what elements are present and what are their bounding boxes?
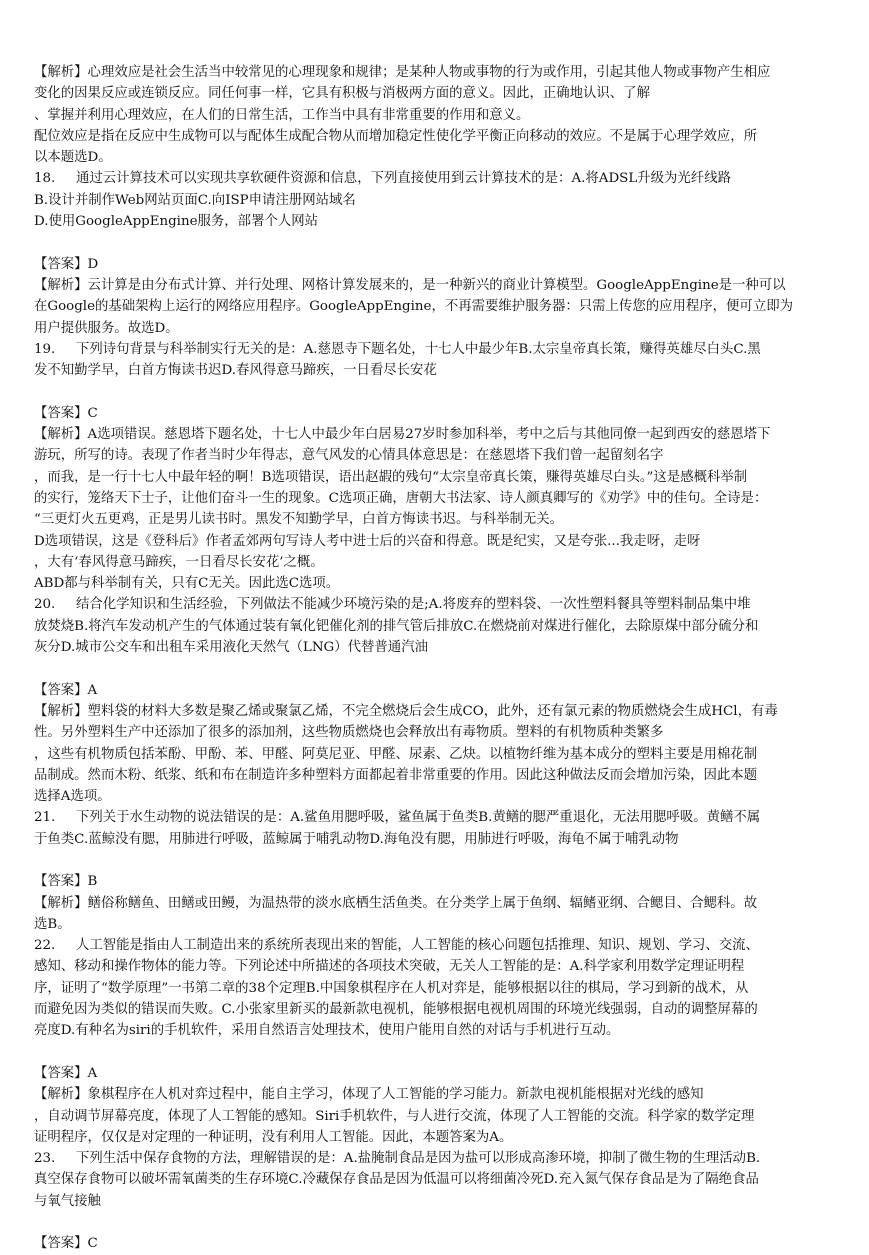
text-line: 的实行，笼络天下士子，让他们奋斗一生的现象。C选项正确，唐朝大书法家、诗人颜真卿写的《劝学》中的佳句。全诗是：	[34, 490, 768, 506]
text-line: B.设计并制作Web网站页面C.向ISP申请注册网站域名	[34, 192, 356, 208]
question-line	[34, 168, 847, 189]
question-line	[34, 339, 847, 360]
text-line: 【答案】B	[34, 874, 98, 890]
text-line: 【答案】A	[34, 1065, 98, 1081]
text-line: D选项错误，这是《登科后》作者孟郊两句写诗人考中进士后的兴奋和得意。既是纪实，又是夸张...我走呀，走呀	[34, 533, 701, 549]
text-line: 真空保存食物可以破坏需氧菌类的生存环境C.冷藏保存食品是因为低温可以将细菌冷死D.充入氮气保存食品是为了隔绝食品	[34, 1172, 759, 1188]
text-line: 性。另外塑料生产中还添加了很多的添加剂，这些物质燃烧也会释放出有毒物质。塑料的有机物质种类繁多	[34, 725, 664, 741]
text-line: ，自动调节屏幕亮度，体现了人工智能的感知。Siri手机软件，与人进行交流，体现了人工智能的交流。科学家的数学定理	[34, 1108, 755, 1124]
text-line: 【答案】A	[34, 682, 98, 698]
text-line: 用户提供服务。故选D。	[34, 320, 179, 336]
blank-line	[34, 1042, 847, 1063]
question-number: 19.	[34, 341, 56, 357]
text-line: 选择A选项。	[34, 789, 111, 805]
blank-line	[34, 1212, 847, 1233]
text-line: 【解析】云计算是由分布式计算、并行处理、网格计算发展来的，是一种新兴的商业计算模型。GoogleAppEngine是一种可以	[34, 277, 786, 293]
question-line	[34, 935, 847, 956]
blank-line	[34, 232, 847, 253]
blank-line	[34, 381, 847, 402]
question-number: 23.	[34, 1151, 56, 1167]
text-line: 在Google的基础架构上运行的网络应用程序。GoogleAppEngine，不再需要维护服务器：只需上传您的应用程序，便可立即为	[34, 299, 793, 315]
text-line: 【答案】D	[34, 256, 99, 272]
text-line: ，这些有机物质包括苯酚、甲酚、苯、甲醛、阿莫尼亚、甲醛、尿素、乙炔。以植物纤维为基本成分的塑料主要是用棉花制	[34, 746, 758, 762]
text-line: 以本题选D。	[34, 150, 112, 166]
question-text: 人工智能是指由人工制造出来的系统所表现出来的智能，人工智能的核心问题包括推理、知识、规划、学习、交流、	[76, 938, 759, 954]
question-number: 18.	[34, 171, 56, 187]
text-line: 灰分D.城市公交车和出租车采用液化天然气（LNG）代替普通汽油	[34, 640, 428, 656]
text-line: 、掌握并利用心理效应，在人们的日常生活，工作当中具有非常重要的作用和意义。	[34, 107, 530, 123]
question-line	[34, 807, 847, 828]
question-number: 21.	[34, 810, 56, 826]
text-line: 而避免因为类似的错误而失败。C.小张家里新买的最新款电视机，能够根据电视机周围的环境光线强弱，自动的调整屏幕的	[34, 1002, 758, 1018]
text-line: 游玩，所写的诗。表现了作者当时少年得志，意气风发的心情具体意思是：在慈恩塔下我们曾一起留刻名字	[34, 448, 664, 464]
text-line: 感知、移动和操作物体的能力等。下列论述中所描述的各项技术突破，无关人工智能的是：A.科学家利用数学定理证明程	[34, 959, 745, 975]
question-number: 20.	[34, 597, 56, 613]
question-text: 下列生活中保存食物的方法，理解错误的是：A.盐腌制食品是因为盐可以形成高渗环境，抑制了微生物的生理活动B.	[76, 1151, 761, 1167]
text-line: 变化的因果反应或连锁反应。同任何事一样，它具有积极与消极两方面的意义。因此，正确地认识、了解	[34, 86, 650, 102]
text-line: 序，证明了“数学原理”一书第二章的38个定理B.中国象棋程序在人机对弈是，能够根据以往的棋局，学习到新的战术，从	[34, 980, 749, 996]
text-line: 发不知勤学早，白首方悔读书迟D.春风得意马蹄疾，一日看尽长安花	[34, 363, 437, 379]
blank-line	[34, 850, 847, 871]
blank-line	[34, 658, 847, 679]
question-text: 下列诗句背景与科举制实行无关的是：A.慈恩寺下题名处，十七人中最少年B.太宗皇帝真长策，赚得英雄尽白头C.黑	[76, 341, 761, 357]
text-line: ，大有‘春风得意马蹄疾，一日看尽长安花’之概。	[34, 554, 324, 570]
text-line: 【解析】象棋程序在人机对弈过程中，能自主学习，体现了人工智能的学习能力。新款电视机能根据对光线的感知	[34, 1087, 704, 1103]
text-line: 【答案】C	[34, 1236, 98, 1252]
text-line: 亮度D.有种名为siri的手机软件，采用自然语言处理技术，使用户能用自然的对话与手机进行互动。	[34, 1023, 620, 1039]
text-line: 【答案】C	[34, 405, 98, 421]
question-text: 下列关于水生动物的说法错误的是：A.鲨鱼用腮呼吸，鲨鱼属于鱼类B.黄鳝的腮严重退化，无法用腮呼吸。黄鳝不属	[76, 810, 761, 826]
text-line: 【解析】塑料袋的材料大多数是聚乙烯或聚氯乙烯，不完全燃烧后会生成CO，此外，还有氯元素的物质燃烧会生成HCl，有毒	[34, 703, 778, 719]
text-line: 【解析】心理效应是社会生活当中较常见的心理现象和规律；是某种人物或事物的行为或作用，引起其他人物或事物产生相应	[34, 65, 771, 80]
question-line	[34, 594, 847, 615]
question-text: 通过云计算技术可以实现共享软硬件资源和信息，下列直接使用到云计算技术的是：A.将ADSL升级为光纤线路	[76, 171, 731, 187]
text-line: 配位效应是指在反应中生成物可以与配体生成配合物从而增加稳定性使化学平衡正向移动的效应。不是属于心理学效应，所	[34, 128, 758, 144]
text-line: 选B。	[34, 916, 71, 932]
question-line	[34, 1148, 847, 1169]
text-line: D.使用GoogleAppEngine服务，部署个人网站	[34, 214, 319, 230]
text-line: 于鱼类C.蓝鲸没有腮，用肺进行呼吸，蓝鲸属于哺乳动物D.海龟没有腮，用肺进行呼吸，海龟不属于哺乳动物	[34, 831, 679, 847]
text-line: 【解析】鳝俗称鳝鱼、田鳝或田鳗，为温热带的淡水底栖生活鱼类。在分类学上属于鱼纲、辐鳍亚纲、合鳃目、合鳃科。故	[34, 895, 758, 911]
text-line: 【解析】A选项错误。慈恩塔下题名处，十七人中最少年白居易27岁时参加科举，考中之后与其他同僚一起到西安的慈恩塔下	[34, 427, 771, 443]
text-line: 品制成。然而木粉、纸浆、纸和布在制造许多种塑料方面都起着非常重要的作用。因此这种做法反而会增加污染，因此本题	[34, 767, 758, 783]
text-line: 证明程序，仅仅是对定理的一种证明，没有利用人工智能。因此，本题答案为A。	[34, 1129, 513, 1145]
text-line: ，而我，是一行十七人中最年轻的啊！B选项错误，语出赵嘏的残句“太宗皇帝真长策，赚得英雄尽白头。”这是感概科举制	[34, 469, 748, 485]
question-text: 结合化学知识和生活经验，下列做法不能减少环境污染的是;A.将废弃的塑料袋、一次性塑料餐具等塑料制品集中堆	[76, 597, 751, 613]
text-line: 放焚烧B.将汽车发动机产生的气体通过装有氧化钯催化剂的排气管后排放C.在燃烧前对煤进行催化，去除原煤中部分硫分和	[34, 618, 759, 634]
question-number: 22.	[34, 938, 56, 954]
text-line: ABD都与科举制有关，只有C无关。因此选C选项。	[34, 576, 340, 592]
text-line: “三更灯火五更鸡，正是男儿读书时。黑发不知勤学早，白首方悔读书迟。与科举制无关。	[34, 512, 564, 528]
text-line: 与氧气接触	[34, 1193, 101, 1209]
